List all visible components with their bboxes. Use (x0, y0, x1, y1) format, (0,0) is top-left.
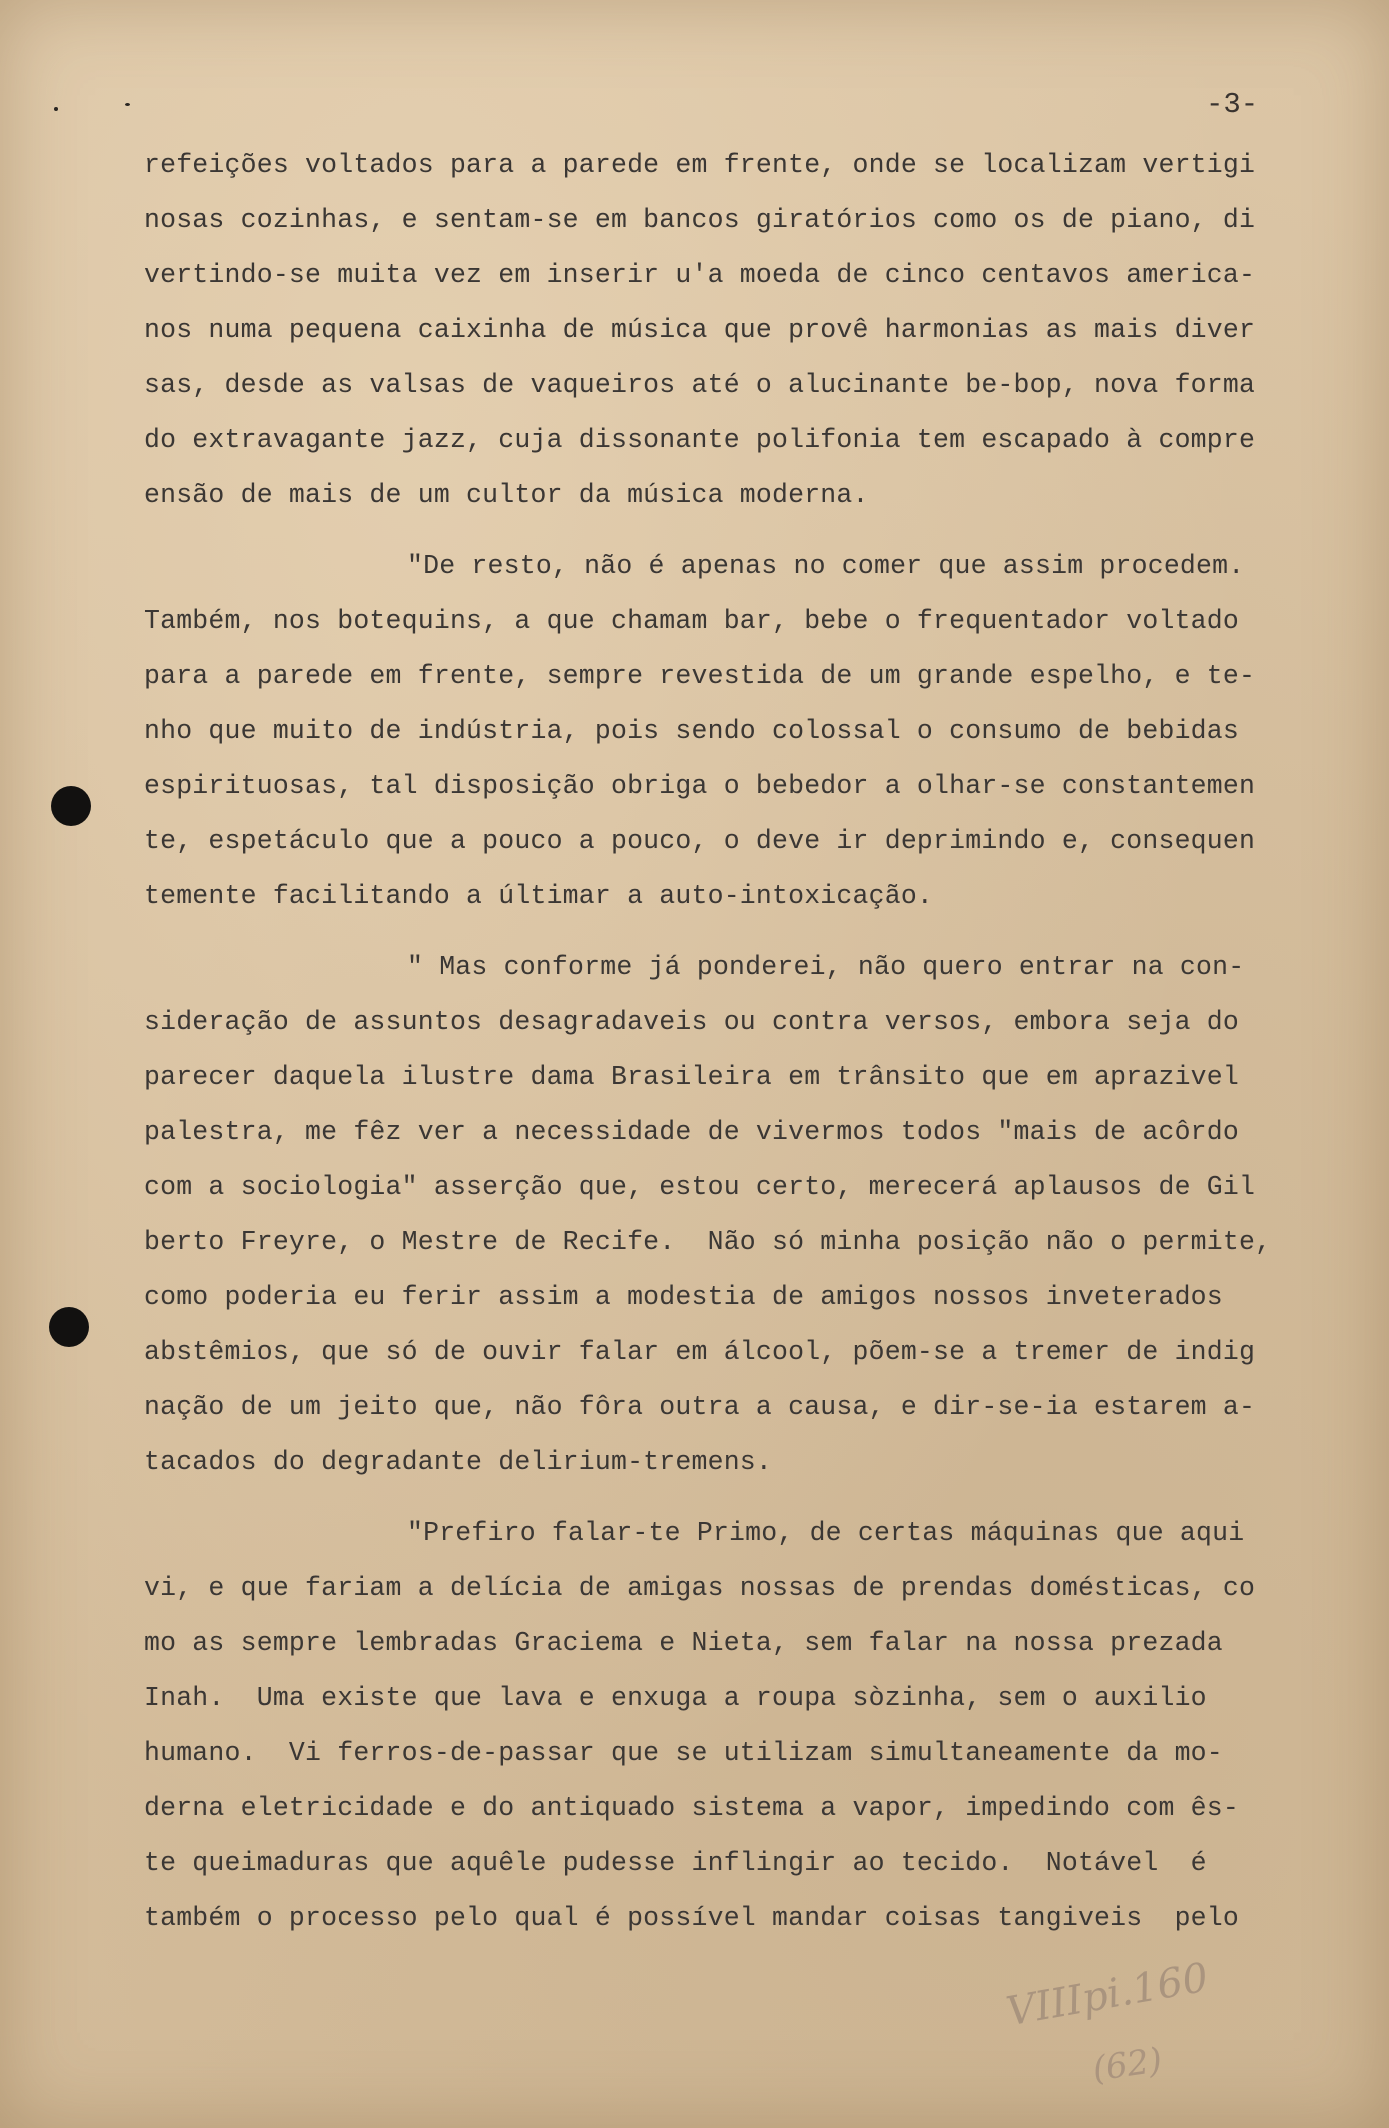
text-line: palestra, me fêz ver a necessidade de vivermos todos "mais de acôrdo (144, 1117, 1239, 1147)
archive-pencil-note: VIIIpi.160 (1003, 1954, 1212, 2036)
text-line: com a sociologia" asserção que, estou certo, merecerá aplausos de Gil (144, 1172, 1256, 1202)
ink-speck (125, 103, 130, 106)
text-line: nação de um jeito que, não fôra outra a causa, e dir-se-ia estarem a- (144, 1392, 1256, 1422)
text-line: te queimaduras que aquêle pudesse inflingir ao tecido. Notável é (144, 1848, 1207, 1878)
text-line: como poderia eu ferir assim a modestia de amigos nossos inveterados (144, 1282, 1223, 1312)
text-line: abstêmios, que só de ouvir falar em álcool, põem-se a tremer de indig (144, 1337, 1256, 1367)
text-line: derna eletricidade e do antiquado sistema a vapor, impedindo com ês- (144, 1793, 1239, 1823)
paragraph-4 (144, 1506, 1314, 1946)
text-line: nosas cozinhas, e sentam-se em bancos giratórios como os de piano, di (144, 205, 1256, 235)
binder-hole (49, 1307, 89, 1347)
text-line: vi, e que fariam a delícia de amigas nossas de prendas domésticas, co (144, 1573, 1256, 1603)
ink-speck (54, 107, 58, 111)
archive-pencil-note-sub: (62) (1090, 2040, 1165, 2090)
text-line: parecer daquela ilustre dama Brasileira em trânsito que em aprazivel (144, 1062, 1239, 1092)
text-line: para a parede em frente, sempre revestida de um grande espelho, e te- (144, 661, 1256, 691)
text-line: temente facilitando a últimar a auto-intoxicação. (144, 881, 934, 911)
text-line: humano. Vi ferros-de-passar que se utilizam simultaneamente da mo- (144, 1738, 1223, 1768)
text-line: Inah. Uma existe que lava e enxuga a roupa sòzinha, sem o auxilio (144, 1683, 1207, 1713)
text-line: espirituosas, tal disposição obriga o bebedor a olhar-se constantemen (144, 771, 1256, 801)
text-line: berto Freyre, o Mestre de Recife. Não só minha posição não o permite, (144, 1227, 1272, 1257)
text-line: tacados do degradante delirium-tremens. (144, 1447, 773, 1477)
text-line: sas, desde as valsas de vaqueiros até o alucinante be-bop, nova forma (144, 370, 1256, 400)
text-line: nho que muito de indústria, pois sendo colossal o consumo de bebidas (144, 716, 1239, 746)
text-line: "De resto, não é apenas no comer que assim procedem. (407, 551, 1245, 581)
text-line: te, espetáculo que a pouco a pouco, o deve ir deprimindo e, consequen (144, 826, 1256, 856)
text-line: do extravagante jazz, cuja dissonante polifonia tem escapado à compre (144, 425, 1256, 455)
text-line: ensão de mais de um cultor da música moderna. (144, 480, 869, 510)
text-line: também o processo pelo qual é possível mandar coisas tangiveis pelo (144, 1903, 1239, 1933)
paragraph-1 (144, 138, 1314, 523)
text-line: sideração de assuntos desagradaveis ou contra versos, embora seja do (144, 1007, 1239, 1037)
text-line: nos numa pequena caixinha de música que provê harmonias as mais diver (144, 315, 1256, 345)
text-line: Também, nos botequins, a que chamam bar, bebe o frequentador voltado (144, 606, 1239, 636)
text-line: " Mas conforme já ponderei, não quero entrar na con- (407, 952, 1245, 982)
page-number: -3- (1206, 88, 1259, 121)
paragraph-2 (144, 539, 1314, 924)
text-line: refeições voltados para a parede em frente, onde se localizam vertigi (144, 150, 1256, 180)
text-line: "Prefiro falar-te Primo, de certas máquinas que aqui (407, 1518, 1245, 1548)
text-line: mo as sempre lembradas Graciema e Nieta, sem falar na nossa prezada (144, 1628, 1223, 1658)
letter-body (144, 138, 1314, 1962)
paragraph-3 (144, 940, 1314, 1490)
text-line: vertindo-se muita vez em inserir u'a moeda de cinco centavos america- (144, 260, 1256, 290)
binder-hole (51, 786, 91, 826)
